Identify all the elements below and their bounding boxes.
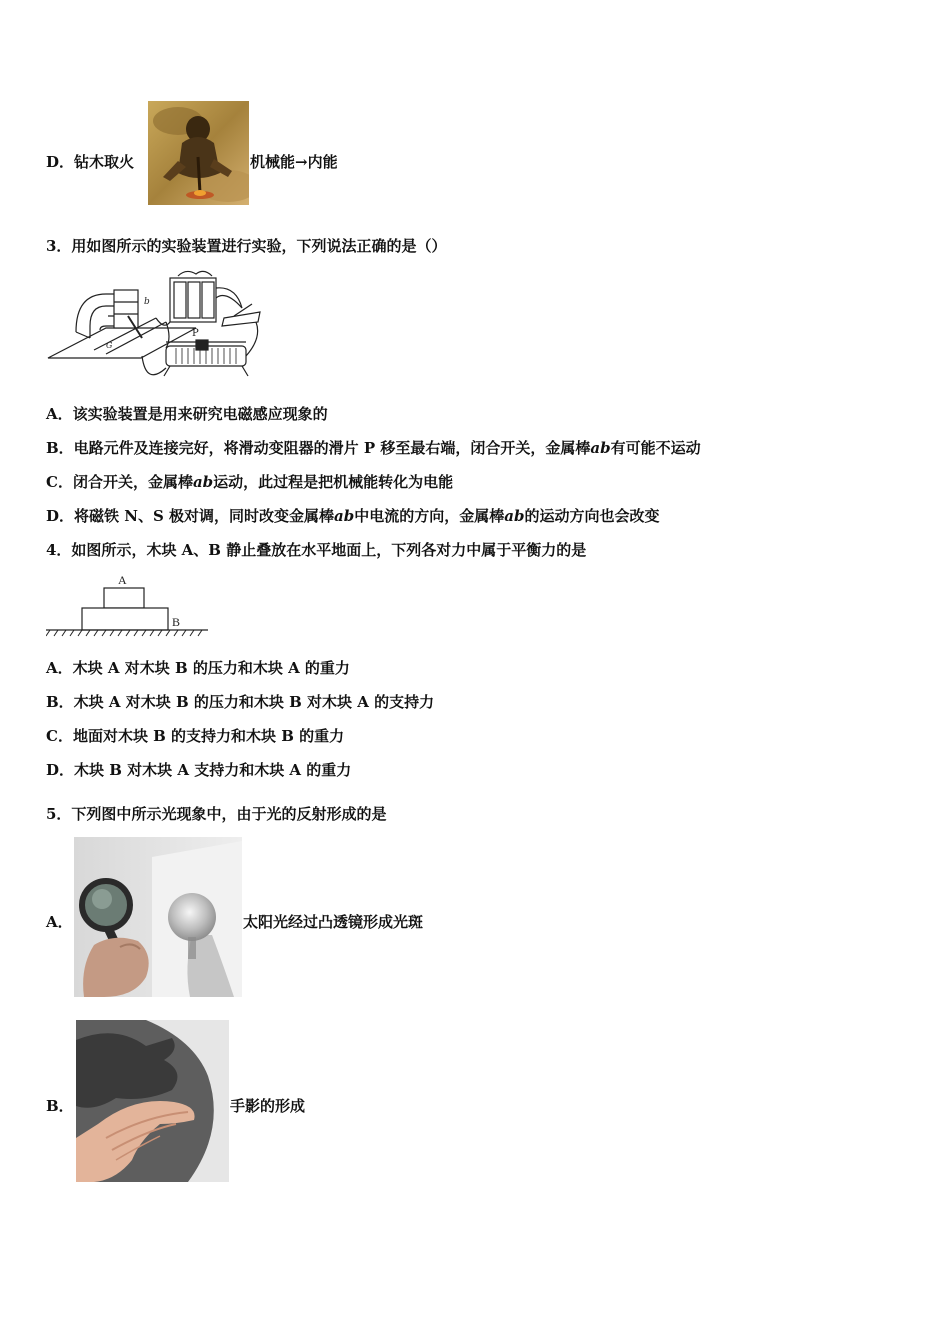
- q2-option-d-caption: 机械能→内能: [250, 153, 338, 171]
- q5-option-b-caption: 手影的形成: [230, 1097, 306, 1115]
- q4-option-a: A．木块 A 对木块 B 的压力和木块 A 的重力: [46, 659, 350, 677]
- q5-option-a-caption: 太阳光经过凸透镜形成光斑: [243, 913, 424, 931]
- q5-stem: 5．下列图中所示光现象中，由于光的反射形成的是: [46, 805, 387, 823]
- q4-option-c: C．地面对木块 B 的支持力和木块 B 的重力: [46, 727, 345, 745]
- q4-option-d: D．木块 B 对木块 A 支持力和木块 A 的重力: [46, 761, 352, 779]
- q4-stem: 4．如图所示，木块 A、B 静止叠放在水平地面上，下列各对力中属于平衡力的是: [46, 541, 587, 559]
- figure-label-g: G: [106, 341, 113, 350]
- block-b-label: B: [172, 615, 181, 629]
- drilling-fire-photo: [148, 101, 249, 205]
- q4-option-b: B．木块 A 对木块 B 的压力和木块 B 对木块 A 的支持力: [46, 693, 435, 711]
- q3-option-c: C．闭合开关，金属棒ab运动，此过程是把机械能转化为电能: [46, 473, 454, 491]
- q5-option-b-label: B．: [46, 1097, 74, 1115]
- q3-option-b: B．电路元件及连接完好，将滑动变阻器的滑片 P 移至最右端，闭合开关，金属棒ab有可能不运动: [46, 439, 701, 457]
- block-a-label: A: [118, 573, 127, 587]
- hand-shadow-photo: [76, 1020, 229, 1182]
- q2-option-d-label: D．钻木取火: [46, 153, 135, 171]
- figure-label-p: P: [192, 328, 199, 339]
- q5-option-a-label: A．: [46, 913, 73, 931]
- figure-label-b: b: [144, 297, 150, 307]
- q3-stem: 3．用如图所示的实验装置进行实验，下列说法正确的是（）: [46, 237, 447, 255]
- magnifier-photo: [74, 837, 242, 997]
- electromagnetic-apparatus-figure: [46, 268, 266, 388]
- stacked-blocks-figure: [46, 572, 212, 638]
- q3-option-d: D．将磁铁 N、S 极对调，同时改变金属棒ab中电流的方向，金属棒ab的运动方向也会改变: [46, 507, 660, 525]
- q3-option-a: A．该实验装置是用来研究电磁感应现象的: [46, 405, 328, 423]
